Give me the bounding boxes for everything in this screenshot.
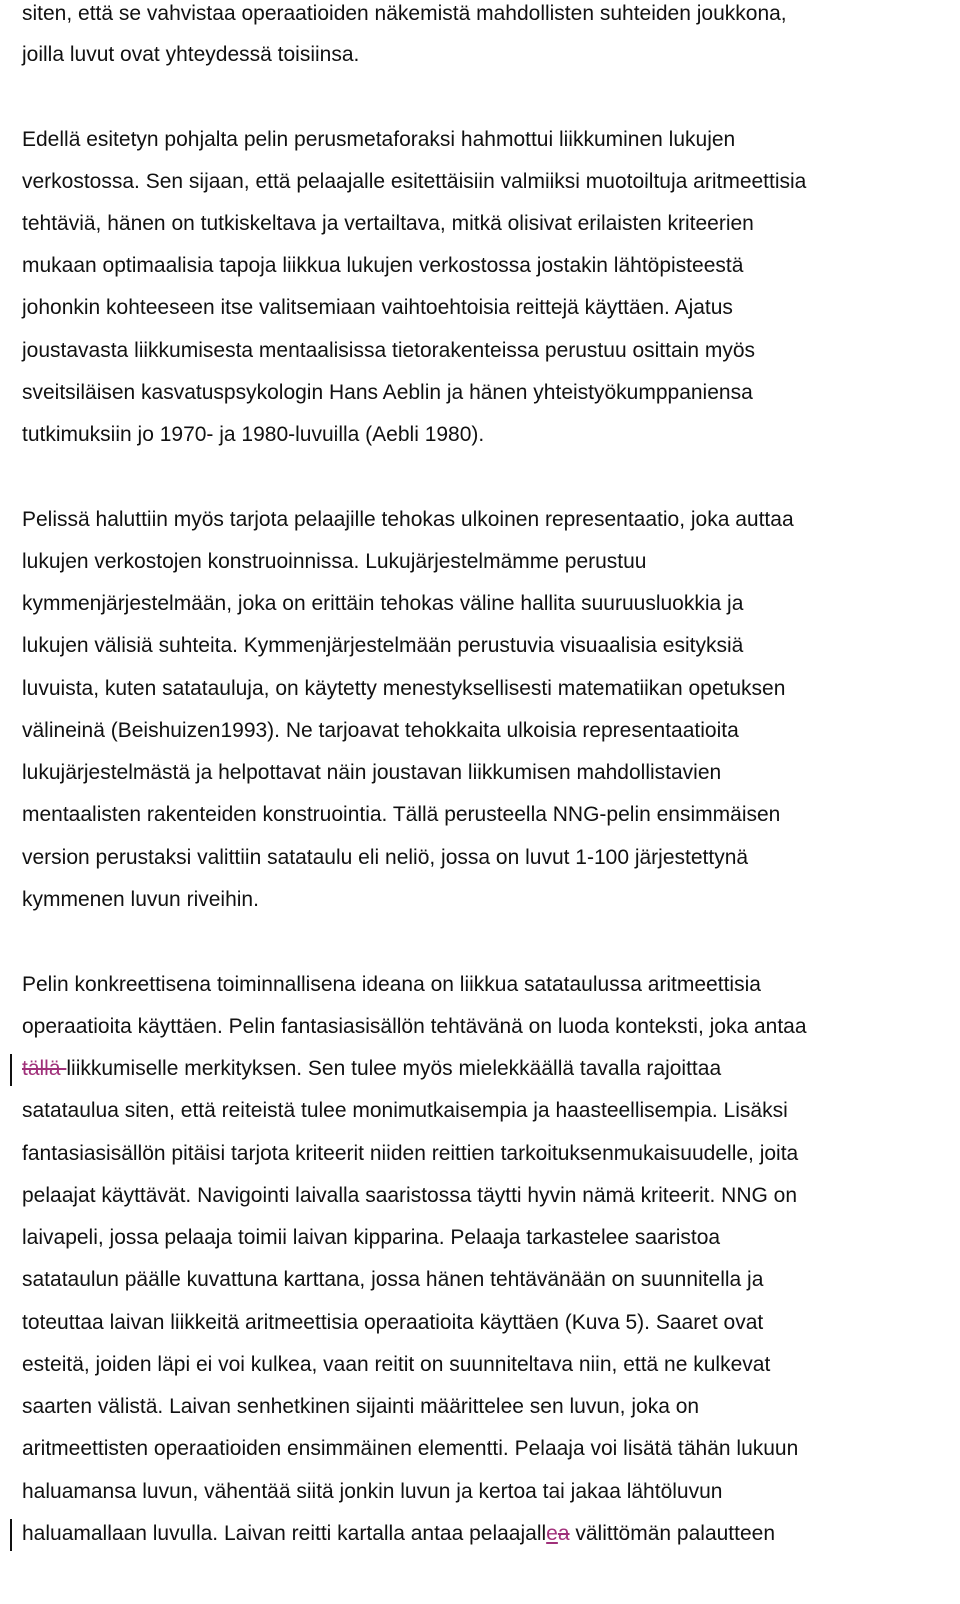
text-line: joilla luvut ovat yhteydessä toisiinsa. — [22, 43, 360, 66]
text-line: verkostossa. Sen sijaan, että pelaajalle esitettäisiin valmiiksi muotoiltuja aritmeettisia — [22, 170, 807, 193]
text-line: version perustaksi valittiin satataulu eli neliö, jossa on luvut 1-100 järjestettynä — [22, 846, 749, 869]
text-line: satataulua siten, että reiteistä tulee monimutkaisempia ja haasteellisempia. Lisäksi — [22, 1099, 788, 1122]
text-line: mukaan optimaalisia tapoja liikkua lukujen verkostossa jostakin lähtöpisteestä — [22, 254, 744, 277]
text-line: tutkimuksiin jo 1970- ja 1980-luvuilla (Aebli 1980). — [22, 423, 485, 446]
text-line: toteuttaa laivan liikkeitä aritmeettisia operaatioita käyttäen (Kuva 5). Saaret ovat — [22, 1311, 764, 1334]
text-line: kymmenjärjestelmään, joka on erittäin tehokas väline hallita suuruusluokkia ja — [22, 592, 744, 615]
text-line: lukujen verkostojen konstruoinnissa. Lukujärjestelmämme perustuu — [22, 550, 647, 573]
text-line: laivapeli, jossa pelaaja toimii laivan kipparina. Pelaaja tarkastelee saaristoa — [22, 1226, 721, 1249]
change-bar — [10, 1054, 12, 1086]
text-line: operaatioita käyttäen. Pelin fantasiasisällön tehtävänä on luoda konteksti, joka antaa — [22, 1015, 807, 1038]
text-line: Pelin konkreettisena toiminnallisena ideana on liikkua satataulussa aritmeettisia — [22, 973, 761, 996]
text-line: lukujärjestelmästä ja helpottavat näin joustavan liikkumisen mahdollistavien — [22, 761, 722, 784]
text-line: tehtäviä, hänen on tutkiskeltava ja vertailtava, mitkä olisivat erilaisten kriteerien — [22, 212, 754, 235]
text-line: haluamansa luvun, vähentää siitä jonkin luvun ja kertoa tai jakaa lähtöluvun — [22, 1480, 723, 1503]
text-line: mentaalisten rakenteiden konstruointia. Tällä perusteella NNG-pelin ensimmäisen — [22, 803, 781, 826]
text-line: joustavasta liikkumisesta mentaalisissa tietorakenteissa perustuu osittain myös — [22, 339, 756, 362]
text-line: lukujen välisiä suhteita. Kymmenjärjestelmään perustuvia visuaalisia esityksiä — [22, 634, 744, 657]
text-line: välineinä (Beishuizen1993). Ne tarjoavat tehokkaita ulkoisia representaatioita — [22, 719, 739, 742]
change-bar — [10, 1519, 12, 1551]
text-line: Edellä esitetyn pohjalta pelin perusmetaforaksi hahmottui liikkuminen lukujen — [22, 128, 736, 151]
text-line-tracked — [22, 1520, 775, 1548]
text-line-tracked — [22, 1055, 721, 1083]
text-line: satataulun päälle kuvattuna karttana, jossa hänen tehtävänään on suunnitella ja — [22, 1268, 764, 1291]
inserted-text: e — [546, 1522, 558, 1545]
text-line: kymmenen luvun riveihin. — [22, 888, 259, 911]
text-segment: välittömän palautteen — [569, 1522, 776, 1545]
text-line: Pelissä haluttiin myös tarjota pelaajille tehokas ulkoinen representaatio, joka auttaa — [22, 508, 794, 531]
text-line: esteitä, joiden läpi ei voi kulkea, vaan reitit on suunniteltava niin, että ne kulkevat — [22, 1353, 771, 1376]
deleted-text: tällä — [22, 1057, 67, 1080]
text-segment: liikkumiselle merkityksen. Sen tulee myös mielekkäällä tavalla rajoittaa — [66, 1057, 722, 1080]
text-line: saarten välistä. Laivan senhetkinen sijainti määrittelee sen luvun, joka on — [22, 1395, 700, 1418]
text-line: siten, että se vahvistaa operaatioiden näkemistä mahdollisten suhteiden joukkona, — [22, 2, 787, 25]
text-line: fantasiasisällön pitäisi tarjota kriteerit niiden reittien tarkoituksenmukaisuudelle, joita — [22, 1142, 799, 1165]
deleted-text: a — [557, 1522, 570, 1545]
text-line: pelaajat käyttävät. Navigointi laivalla saaristossa täytti hyvin nämä kriteerit. NNG on — [22, 1184, 798, 1207]
text-line: luvuista, kuten satatauluja, on käytetty menestyksellisesti matematiikan opetuksen — [22, 677, 786, 700]
text-segment: haluamallaan luvulla. Laivan reitti kartalla antaa pelaajall — [22, 1522, 547, 1545]
text-line: sveitsiläisen kasvatuspsykologin Hans Aeblin ja hänen yhteistyökumppaniensa — [22, 381, 753, 404]
text-line: johonkin kohteeseen itse valitsemiaan vaihtoehtoisia reittejä käyttäen. Ajatus — [22, 296, 733, 319]
text-line: aritmeettisten operaatioiden ensimmäinen elementti. Pelaaja voi lisätä tähän lukuun — [22, 1437, 799, 1460]
